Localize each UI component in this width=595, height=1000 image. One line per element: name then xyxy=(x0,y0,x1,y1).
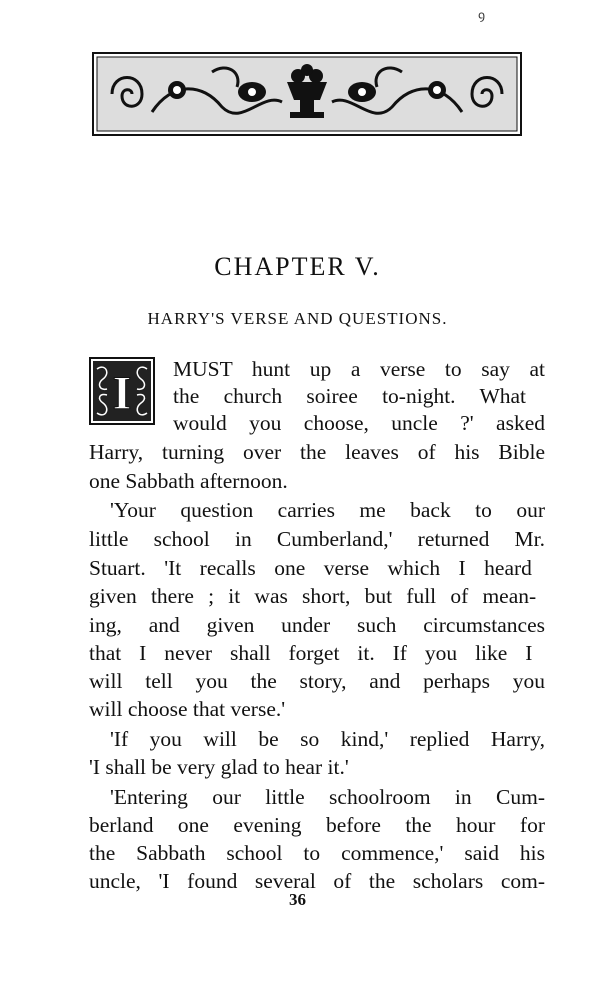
text-line: 'I shall be very glad to hear it.' xyxy=(89,755,349,779)
text-line: the Sabbath school to commence,' said his xyxy=(89,841,545,865)
text-line: Harry, turning over the leaves of his Bible xyxy=(89,440,545,464)
text-line: Stuart. 'It recalls one verse which I heard xyxy=(89,556,532,580)
text-line: will choose that verse.' xyxy=(89,697,286,721)
corner-ink-mark: ꝯ xyxy=(478,8,486,22)
text-line: the church soiree to-night. What xyxy=(173,384,527,408)
text-line: uncle, 'I found several of the scholars com- xyxy=(89,869,545,893)
text-line: ing, and given under such circumstances xyxy=(89,613,545,637)
text-line: would you choose, uncle ?' asked xyxy=(173,411,545,435)
chapter-title: CHAPTER V. xyxy=(214,252,381,281)
drop-cap-initial xyxy=(89,357,155,425)
text-line: 'Your question carries me back to our xyxy=(110,498,545,522)
text-line: will tell you the story, and perhaps you xyxy=(89,669,545,693)
chapter-subtitle: HARRY'S VERSE AND QUESTIONS. xyxy=(147,309,448,328)
text-line: 'Entering our little schoolroom in Cum- xyxy=(110,785,545,809)
text-line: berland one evening before the hour for xyxy=(89,813,545,837)
text-line: little school in Cumberland,' returned Mr. xyxy=(89,527,545,551)
page-number: 36 xyxy=(289,890,306,909)
text-line: that I never shall forget it. If you like I xyxy=(89,641,533,665)
text-line: one Sabbath afternoon. xyxy=(89,469,288,493)
text-line: MUST hunt up a verse to say at xyxy=(173,357,545,381)
drop-cap-letter: I xyxy=(112,367,132,420)
ornamental-headpiece xyxy=(92,52,522,136)
text-line: given there ; it was short, but full of mean- xyxy=(89,584,537,608)
text-line: 'If you will be so kind,' replied Harry, xyxy=(110,727,545,751)
